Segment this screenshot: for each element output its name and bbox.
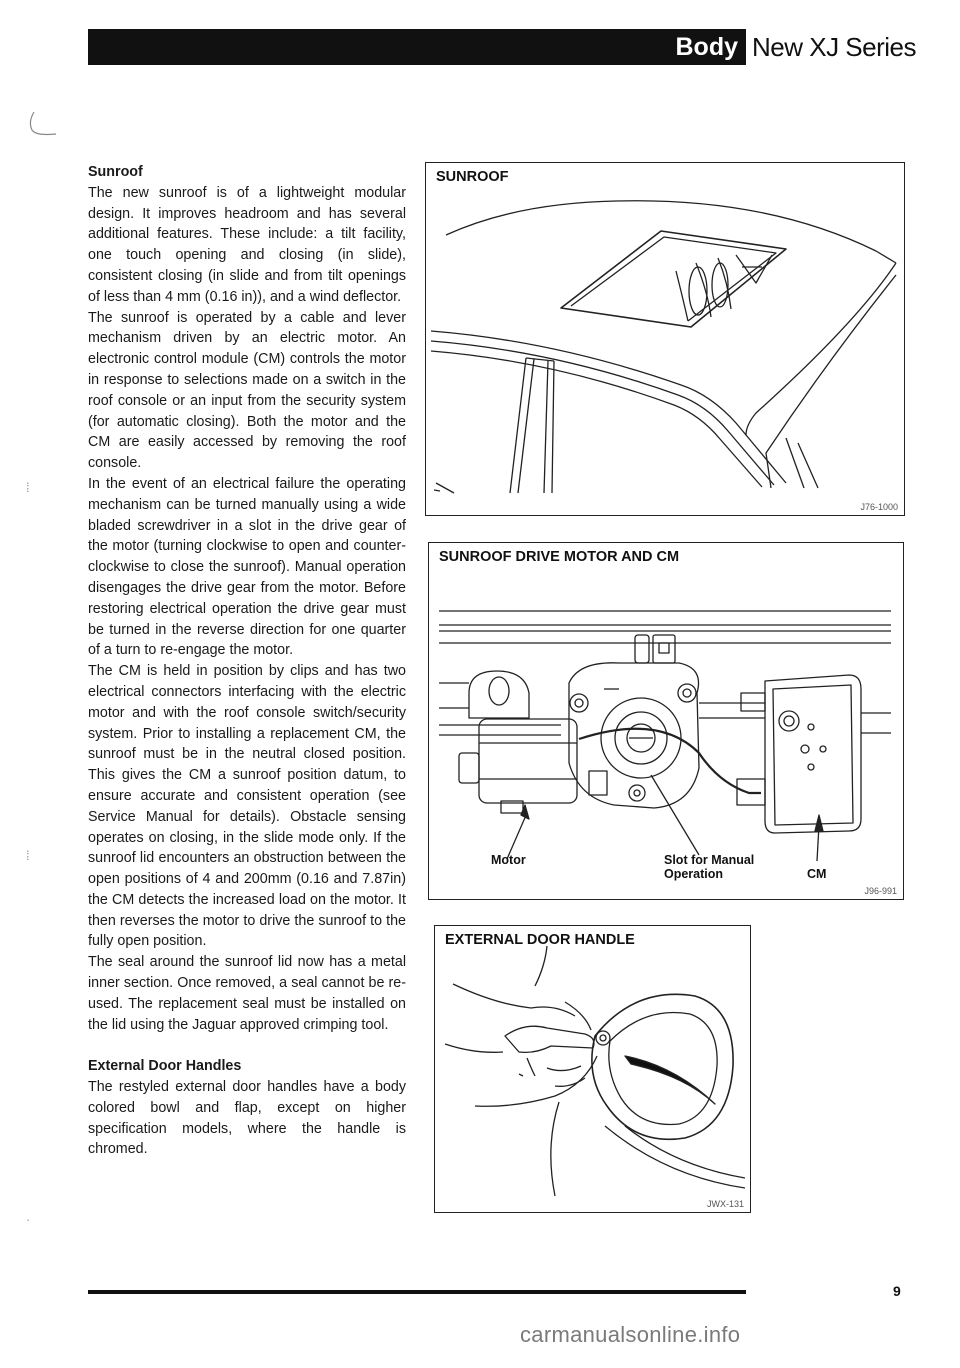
scan-mark: ⁞ bbox=[26, 480, 30, 495]
sunroof-paragraph: In the event of an electrical failure the operating mechanism can be turned manually using a wide bladed screwdriver in a slot in the drive gear of the motor (turning clockwise to open and counter-clockwise to close the sunroof). Manual operation disengages the drive gear from the motor. Before restoring electrical operation the drive gear must be turned in the reverse direction for one quarter of a turn to re-engage the motor. bbox=[88, 475, 406, 659]
figure-sunroof-code: J76-1000 bbox=[860, 502, 898, 512]
sunroof-paragraph: The sunroof is operated by a cable and lever mechanism driven by an electric motor. An electronic control module (CM) controls the motor in response to selections made on a switch in the roof console or an input from the security system (for automatic closing). Both the motor and the CM are easily accessed by removing the roof console. bbox=[88, 309, 406, 472]
motor-cm-illustration bbox=[429, 543, 903, 899]
sunroof-paragraph: The new sunroof is of a lightweight modular design. It improves headroom and has several additional features. These include: a tilt facility, one touch opening and closing (in slide), consistent closing (in slide and from tilt openings of less than 4 mm (0.16 in)), and a wind deflector. bbox=[88, 184, 406, 305]
sunroof-paragraph: The CM is held in position by clips and has two electrical connectors interfacing with the electric motor and with the roof console switch/security system. Prior to installing a replacement CM, the sunroof must be in the neutral closed position. This gives the CM a sunroof position datum, to ensure accurate and consistent operation (see Service Manual for details). Obstacle sensing operates on closing, in the slide mode only. If the sunroof lid encounters an obstruction between the open positions of 4 and 200mm (0.16 and 7.87in) the CM detects the increased load on the motor. It then reverses the motor to drive the sunroof to the fully open position. bbox=[88, 663, 406, 950]
scan-mark: ⁞ bbox=[26, 848, 30, 863]
article-text-column bbox=[88, 162, 406, 1160]
sunroof-paragraph: The seal around the sunroof lid now has a metal inner section. Once removed, a seal cannot be re-used. The replacement seal must be installed on the lid using the Jaguar approved crimping tool. bbox=[88, 954, 406, 1033]
callout-motor: Motor bbox=[491, 853, 526, 867]
watermark-text: carmanualsonline.info bbox=[520, 1322, 741, 1347]
figure-door-handle bbox=[434, 925, 751, 1213]
door-handle-illustration bbox=[435, 926, 750, 1212]
door-handles-paragraph: The restyled external door handles have a body colored bowl and flap, except on higher specification models, where the handle is chromed. bbox=[88, 1079, 406, 1158]
figure-sunroof-title: SUNROOF bbox=[436, 169, 509, 185]
figure-door-handle-title: EXTERNAL DOOR HANDLE bbox=[445, 932, 635, 948]
page-number: 9 bbox=[893, 1283, 901, 1299]
callout-slot-line1: Slot for Manual bbox=[664, 853, 755, 867]
scan-mark: · bbox=[26, 1212, 31, 1227]
sunroof-heading: Sunroof bbox=[88, 164, 143, 180]
scan-mark-icon bbox=[26, 108, 62, 142]
figure-motor-cm-title: SUNROOF DRIVE MOTOR AND CM bbox=[439, 549, 680, 565]
figure-sunroof bbox=[425, 162, 905, 516]
door-handles-heading: External Door Handles bbox=[88, 1058, 242, 1075]
header-section-label: Body bbox=[668, 29, 747, 65]
figure-door-handle-code: JWX-131 bbox=[706, 1199, 744, 1209]
callout-cm: CM bbox=[807, 867, 827, 881]
header-series-title: New XJ Series bbox=[752, 32, 916, 62]
callout-slot-line2: Operation bbox=[664, 867, 724, 881]
sunroof-illustration bbox=[426, 163, 904, 515]
header-bar bbox=[88, 29, 738, 65]
footer-rule bbox=[88, 1290, 746, 1294]
figure-motor-cm bbox=[428, 542, 904, 900]
figure-motor-cm-code: J96-991 bbox=[864, 886, 897, 896]
